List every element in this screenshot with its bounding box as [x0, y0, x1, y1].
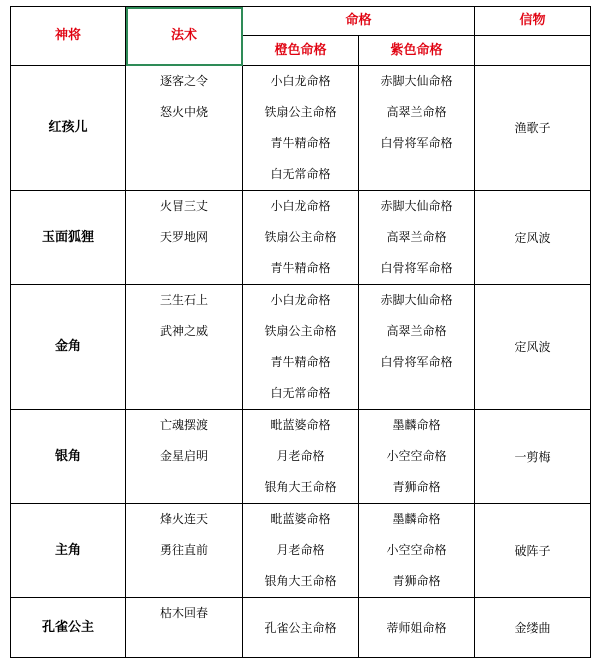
purple-mingge-cell[interactable] [359, 66, 475, 191]
hero-name-cell[interactable]: 玉面狐狸 [11, 191, 126, 285]
table-row [11, 285, 591, 410]
orange-mingge-cell[interactable]: 孔雀公主命格 [243, 598, 359, 658]
table-row [11, 191, 591, 285]
orange-mingge-item: 白无常命格 [270, 167, 331, 181]
hero-name-cell[interactable]: 主角 [11, 504, 126, 598]
header-empty-cell[interactable] [475, 36, 591, 66]
table-row [11, 504, 591, 598]
orange-mingge-item: 铁扇公主命格 [264, 105, 337, 119]
purple-mingge-item: 小空空命格 [386, 449, 447, 463]
orange-mingge-item: 铁扇公主命格 [264, 230, 337, 244]
orange-mingge-item: 小白龙命格 [270, 199, 331, 213]
header-mingge[interactable]: 命格 [243, 7, 475, 36]
purple-mingge-item: 白骨将军命格 [380, 355, 453, 369]
orange-mingge-item: 铁扇公主命格 [264, 324, 337, 338]
purple-mingge-item: 墨麟命格 [392, 512, 441, 526]
purple-mingge-item: 墨麟命格 [392, 418, 441, 432]
header-row [11, 7, 591, 36]
table-row [11, 410, 591, 504]
spell-item: 天罗地网 [159, 230, 208, 244]
hero-name-cell[interactable]: 金角 [11, 285, 126, 410]
spell-item: 亡魂摆渡 [159, 418, 208, 432]
orange-mingge-item: 毗蓝婆命格 [270, 512, 331, 526]
spell-item: 勇往直前 [159, 543, 208, 557]
orange-mingge-item: 小白龙命格 [270, 74, 331, 88]
table-row [11, 66, 591, 191]
purple-mingge-item: 青狮命格 [392, 574, 441, 588]
purple-mingge-item: 赤脚大仙命格 [380, 199, 453, 213]
token-cell[interactable]: 破阵子 [475, 504, 591, 598]
spells-cell[interactable] [126, 598, 243, 658]
spell-item: 怒火中烧 [159, 105, 208, 119]
orange-mingge-item: 白无常命格 [270, 386, 331, 400]
purple-mingge-cell[interactable] [359, 285, 475, 410]
spell-item: 枯木回春 [159, 606, 208, 620]
spreadsheet [10, 6, 591, 658]
hero-name-cell[interactable]: 银角 [11, 410, 126, 504]
purple-mingge-item: 青狮命格 [392, 480, 441, 494]
header-orange-mingge[interactable]: 橙色命格 [243, 36, 359, 66]
spell-item: 武神之威 [159, 324, 208, 338]
spell-item: 三生石上 [159, 293, 208, 307]
spells-cell[interactable] [126, 285, 243, 410]
purple-mingge-cell[interactable] [359, 504, 475, 598]
token-cell[interactable]: 定风波 [475, 285, 591, 410]
orange-mingge-cell[interactable] [243, 66, 359, 191]
orange-mingge-cell[interactable] [243, 191, 359, 285]
orange-mingge-item: 青牛精命格 [270, 355, 331, 369]
orange-mingge-item: 月老命格 [276, 449, 325, 463]
header-purple-mingge[interactable]: 紫色命格 [359, 36, 475, 66]
orange-mingge-item: 银角大王命格 [264, 480, 337, 494]
purple-mingge-item: 高翠兰命格 [386, 105, 447, 119]
orange-mingge-item: 青牛精命格 [270, 261, 331, 275]
purple-mingge-item: 白骨将军命格 [380, 261, 453, 275]
spells-cell[interactable] [126, 410, 243, 504]
orange-mingge-item: 毗蓝婆命格 [270, 418, 331, 432]
orange-mingge-item: 青牛精命格 [270, 136, 331, 150]
spell-item: 火冒三丈 [159, 199, 208, 213]
spells-cell[interactable] [126, 504, 243, 598]
purple-mingge-item: 高翠兰命格 [386, 324, 447, 338]
header-xinwu[interactable]: 信物 [475, 7, 591, 36]
orange-mingge-cell[interactable] [243, 504, 359, 598]
token-cell[interactable]: 金缕曲 [475, 598, 591, 658]
lineup-table [10, 6, 591, 658]
orange-mingge-cell[interactable] [243, 285, 359, 410]
token-cell[interactable]: 定风波 [475, 191, 591, 285]
purple-mingge-item: 小空空命格 [386, 543, 447, 557]
hero-name-cell[interactable]: 孔雀公主 [11, 598, 126, 658]
orange-mingge-item: 小白龙命格 [270, 293, 331, 307]
token-cell[interactable]: 一剪梅 [475, 410, 591, 504]
purple-mingge-item: 赤脚大仙命格 [380, 293, 453, 307]
spells-cell[interactable] [126, 191, 243, 285]
header-shenjiang[interactable]: 神将 [11, 7, 126, 66]
purple-mingge-item: 赤脚大仙命格 [380, 74, 453, 88]
header-fashu[interactable]: 法术 [126, 7, 243, 66]
orange-mingge-item: 银角大王命格 [264, 574, 337, 588]
purple-mingge-item: 白骨将军命格 [380, 136, 453, 150]
purple-mingge-item: 高翠兰命格 [386, 230, 447, 244]
spells-cell[interactable] [126, 66, 243, 191]
orange-mingge-item: 月老命格 [276, 543, 325, 557]
purple-mingge-cell[interactable]: 蒂师姐命格 [359, 598, 475, 658]
token-cell[interactable]: 渔歌子 [475, 66, 591, 191]
spell-item: 逐客之令 [159, 74, 208, 88]
orange-mingge-cell[interactable] [243, 410, 359, 504]
spell-item: 烽火连天 [159, 512, 208, 526]
purple-mingge-cell[interactable] [359, 191, 475, 285]
table-row [11, 598, 591, 658]
purple-mingge-cell[interactable] [359, 410, 475, 504]
hero-name-cell[interactable]: 红孩儿 [11, 66, 126, 191]
spell-item: 金星启明 [159, 449, 208, 463]
